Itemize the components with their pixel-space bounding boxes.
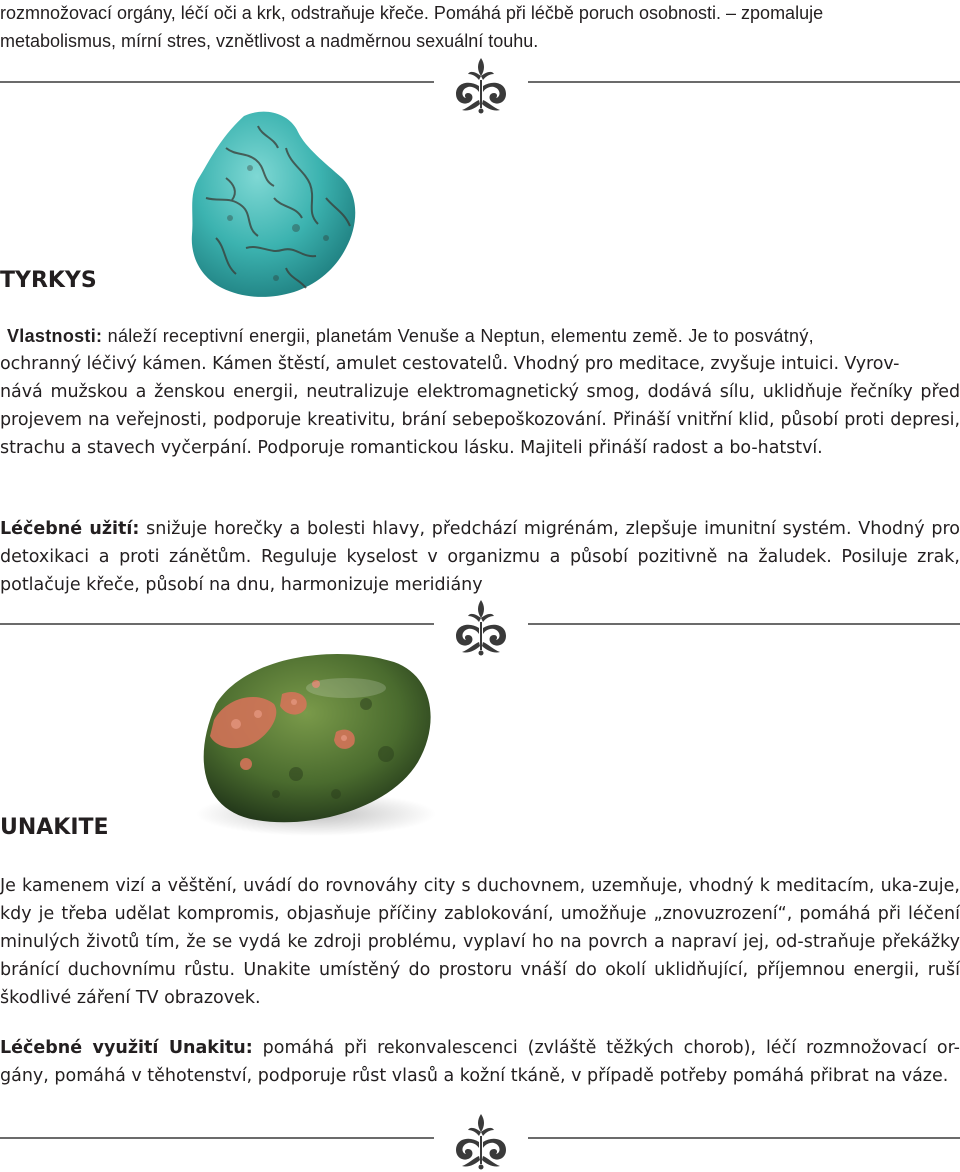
healing-text: pomáhá při rekonvalescenci (zvláště těžkých chorob), léčí rozmnožovací or-gány, pomáhá v těhotenství, podporuje růst vlasů a kožní tkáně, v případě potřeby pomáhá přibrat na váze. <box>0 1038 960 1086</box>
healing-label: Léčebné využití Unakitu: <box>0 1038 253 1058</box>
section-divider <box>0 1112 960 1172</box>
properties-text: nává mužskou a ženskou energii, neutralizuje elektromagnetický smog, dodává sílu, uklidňuje řečníky před projevem na veřejnosti, podporuje kreativitu, brání sebepoškozování. Přináší vnitřní klid, působí proti depresi, strachu a stavech vyčerpání. Podporuje romantickou lásku. Majiteli přináší radost a bo-hatství. <box>0 382 960 458</box>
section-divider <box>0 56 960 116</box>
flourish-ornament-icon <box>446 598 516 656</box>
properties-line-1: náleží receptivní energii, planetám Venuše a Neptun, elementu země. Je to posvátný, <box>102 326 814 346</box>
tyrkys-healing <box>0 515 960 599</box>
properties-label: Vlastnosti: <box>7 326 103 346</box>
healing-text: snižuje horečky a bolesti hlavy, předchází migrénám, zlepšuje imunitní systém. Vhodný pro detoxikaci a proti zánětům. Reguluje kyselost v organizmu a působí pozitivně na žaludek. Posiluje zrak, potlačuje křeče, působí na dnu, harmonizuje meridiány <box>0 519 960 595</box>
healing-label: Léčebné užití: <box>0 519 140 539</box>
unakite-description: Je kamenem vizí a věštění, uvádí do rovnováhy city s duchovnem, uzemňuje, vhodný k meditacím, uka-zuje, kdy je třeba udělat kompromis, objasňuje příčiny zablokování, umožňuje „znovuzrození“, pomáhá při léčení minulých životů tím, že se vydá ke zdroji problému, vyplaví ho na povrch a napraví jej, od-straňuje překážky bránící duchovnímu růstu. Unakite umístěný do prostoru vnáší do okolí uklidňující, příjemnou energii, ruší škodlivé záření TV obrazovek. <box>0 876 960 1008</box>
intro-line-1: rozmnožovací orgány, léčí oči a krk, odstraňuje křeče. Pomáhá při léčbě poruch osobnosti. – zpomaluje <box>0 3 824 23</box>
flourish-ornament-icon <box>446 1112 516 1170</box>
flourish-ornament-icon <box>446 56 516 114</box>
section-divider <box>0 598 960 658</box>
unakite-stone <box>186 644 446 844</box>
section-heading-tyrkys: TYRKYS <box>0 268 97 293</box>
unakite-healing <box>0 1034 960 1090</box>
intro-line-2: metabolismus, mírní stres, vznětlivost a nadměrnou sexuální touhu. <box>0 31 539 51</box>
section-heading-unakite: UNAKITE <box>0 815 109 840</box>
turquoise-stone <box>186 108 362 304</box>
properties-line-2: ochranný léčivý kámen. Kámen štěstí, amulet cestovatelů. Vhodný pro meditace, zvyšuje intuici. Vyrov- <box>0 354 900 374</box>
